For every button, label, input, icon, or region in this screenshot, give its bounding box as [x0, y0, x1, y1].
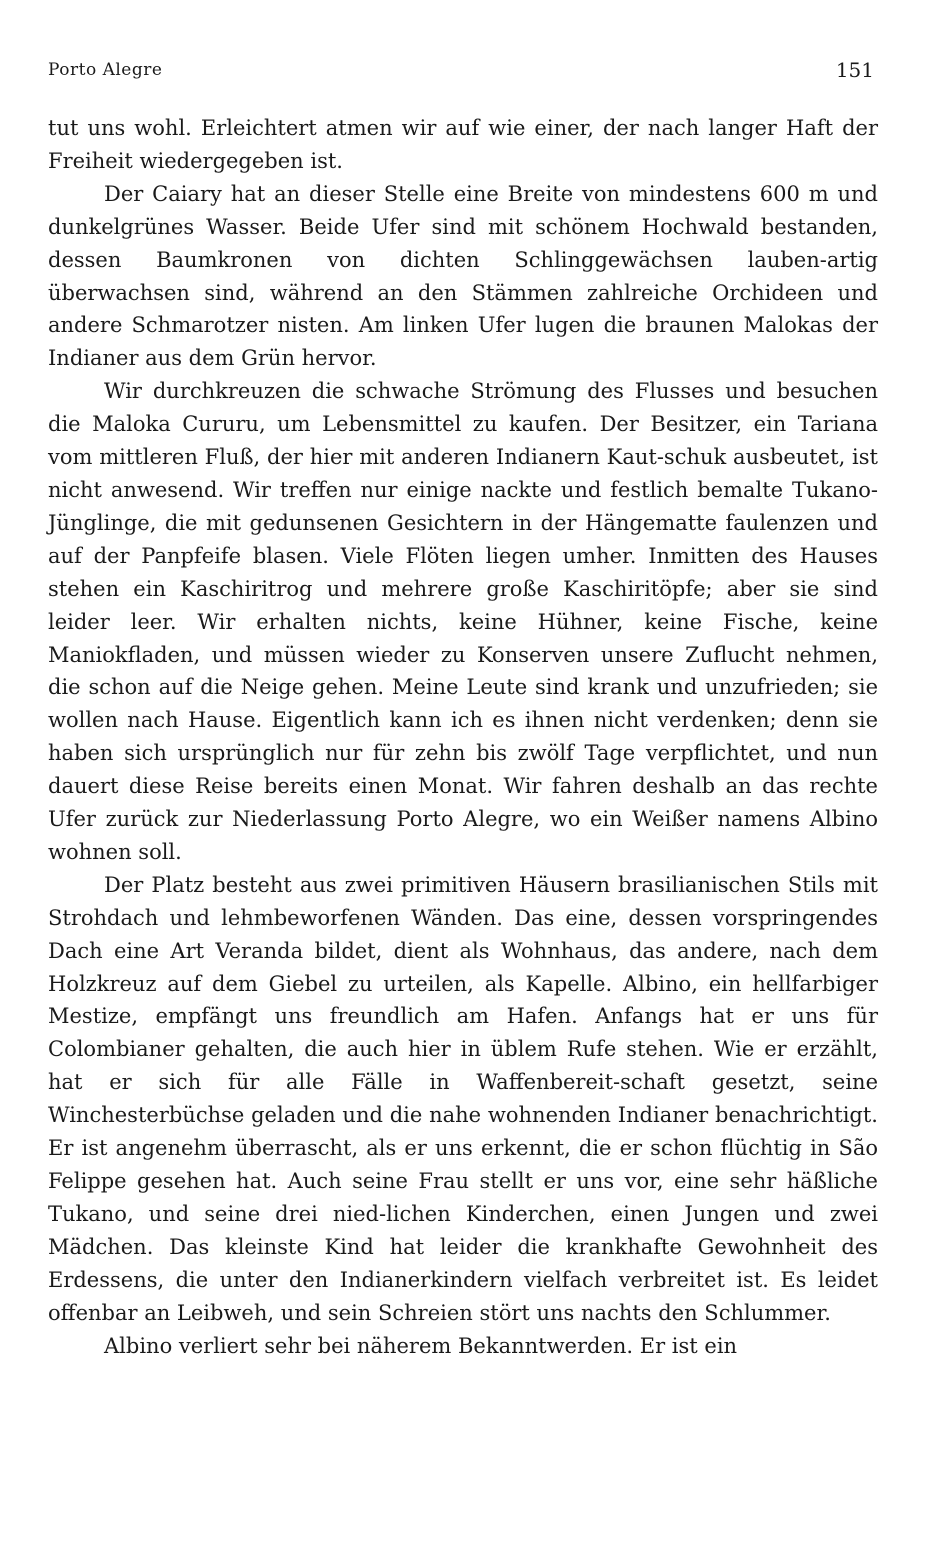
paragraph-3: Wir durchkreuzen die schwache Strömung des Flusses und besuchen die Maloka Cururu, um Lebensmittel zu kaufen. Der Besitzer, ein Tariana vom mittleren Fluß, der hier mit anderen Indianern Kaut-schuk ausbeutet, ist nicht anwesend. Wir treffen nur einige nackte und festlich bemalte Tukano-Jünglinge, die mit gedunsenen Gesichtern in der Hängematte faulenzen und auf der Panpfeife blasen. Viele Flöten liegen umher. Inmitten des Hauses stehen ein Kaschiritrog und mehrere große Kaschiritöpfe; aber sie sind leider leer. Wir erhalten nichts, keine Hühner, keine Fische, keine Maniokfladen, und müssen wieder zu Konserven unsere Zuflucht nehmen, die schon auf die Neige gehen. Meine Leute sind krank und unzufrieden; sie wollen nach Hause. Eigentlich kann ich es ihnen nicht verdenken; denn sie haben sich ursprünglich nur für zehn bis zwölf Tage verpflichtet, und nun dauert diese Reise bereits einen Monat. Wir fahren deshalb an das rechte Ufer zurück zur Niederlassung Porto Alegre, wo ein Weißer namens Albino wohnen soll. — [48, 379, 878, 864]
page-number: 151 — [835, 58, 874, 82]
paragraph-2: Der Caiary hat an dieser Stelle eine Breite von mindestens 600 m und dunkelgrünes Wasser. Beide Ufer sind mit schönem Hochwald bestanden, dessen Baumkronen von dichten Schlinggewächsen lauben-artig überwachsen sind, während an den Stämmen zahlreiche Orchideen und andere Schmarotzer nisten. Am linken Ufer lugen die braunen Malokas der Indianer aus dem Grün hervor. — [48, 181, 878, 371]
paragraph-1: tut uns wohl. Erleichtert atmen wir auf wie einer, der nach langer Haft der Freiheit wiedergegeben ist. — [48, 116, 878, 173]
page-header — [48, 60, 874, 86]
paragraph-4: Der Platz besteht aus zwei primitiven Häusern brasilianischen Stils mit Strohdach und lehmbeworfenen Wänden. Das eine, dessen vorspringendes Dach eine Art Veranda bildet, dient als Wohnhaus, das andere, nach dem Holzkreuz auf dem Giebel zu urteilen, als Kapelle. Albino, ein hellfarbiger Mestize, empfängt uns freundlich am Hafen. Anfangs hat er uns für Colombianer gehalten, die auch hier in üblem Rufe stehen. Wie er erzählt, hat er sich für alle Fälle in Waffenbereit-schaft gesetzt, seine Winchesterbüchse geladen und die nahe wohnenden Indianer benachrichtigt. Er ist angenehm überrascht, als er uns erkennt, die er schon flüchtig in São Felippe gesehen hat. Auch seine Frau stellt er uns vor, eine sehr häßliche Tukano, und seine drei nied-lichen Kinderchen, einen Jungen und zwei Mädchen. Das kleinste Kind hat leider die krankhafte Gewohnheit des Erdessens, die unter den Indianerkindern vielfach verbreitet ist. Es leidet offenbar an Leibweh, und sein Schreien stört uns nachts den Schlummer. — [48, 872, 878, 1325]
body-text — [48, 112, 878, 1362]
running-title: Porto Alegre — [48, 60, 163, 80]
paragraph-5: Albino verliert sehr bei näherem Bekanntwerden. Er ist ein — [104, 1333, 738, 1358]
